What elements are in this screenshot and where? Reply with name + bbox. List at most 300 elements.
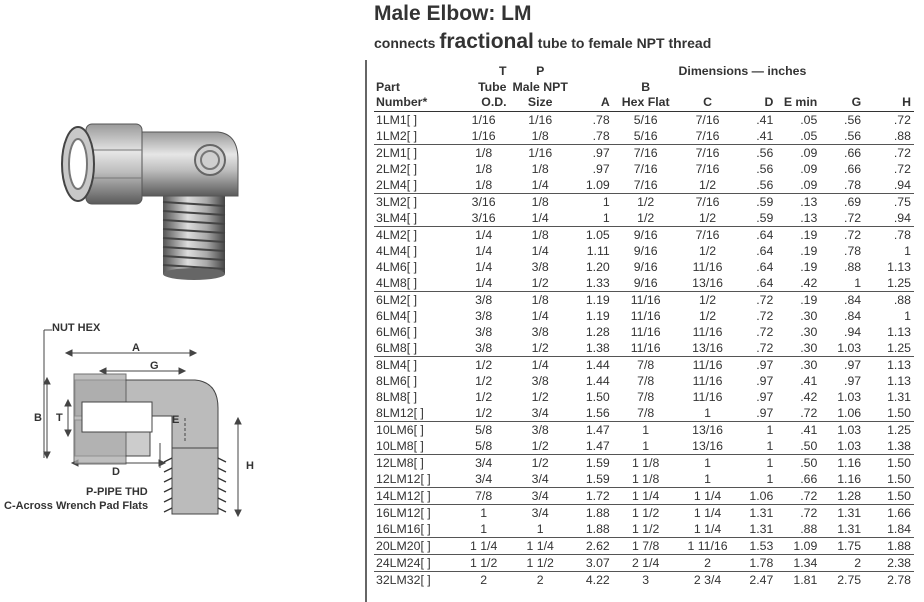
- cell-t: 3/8: [475, 324, 493, 339]
- cell-h: 1.31: [887, 389, 911, 404]
- cell-p: 3/8: [531, 373, 549, 388]
- cell-b: 7/8: [637, 405, 655, 420]
- cell-t: 1/2: [475, 405, 493, 420]
- cell-d: 1: [766, 471, 774, 486]
- cell-part: 3LM2[ ]: [374, 193, 458, 210]
- cell-part: 6LM4[ ]: [376, 308, 418, 323]
- page-subtitle: [374, 30, 711, 54]
- cell-t: 2: [458, 571, 510, 588]
- cell-c: 13/16: [692, 275, 723, 290]
- cell-t: 3/4: [458, 454, 510, 471]
- cell-h: 1.84: [887, 521, 911, 536]
- cell-a: .97: [571, 144, 613, 161]
- cell-e: .72: [776, 504, 820, 521]
- cell-e: .66: [800, 471, 818, 486]
- cell-part: 8LM6[ ]: [376, 373, 418, 388]
- cell-c: 11/16: [679, 356, 737, 373]
- cell-part: 10LM6[ ]: [374, 421, 458, 438]
- cell-g: 1.16: [837, 471, 862, 486]
- cell-h: .88: [893, 128, 911, 143]
- cell-d: 1: [736, 454, 776, 471]
- cell-g: 1.03: [837, 389, 862, 404]
- cell-p: 1/4: [531, 308, 549, 323]
- header-d: D: [736, 95, 776, 111]
- cell-a: 3.07: [571, 554, 613, 571]
- cell-d: .41: [756, 128, 774, 143]
- cell-a: 1.05: [571, 226, 613, 243]
- cell-c: 1: [704, 405, 711, 420]
- cell-c: 11/16: [692, 373, 723, 388]
- cell-b: 7/8: [613, 356, 679, 373]
- cell-a: 1.20: [585, 259, 610, 274]
- cell-d: 1: [766, 438, 774, 453]
- cell-h: 1.13: [864, 356, 914, 373]
- cell-part: 4LM2[ ]: [374, 226, 458, 243]
- cell-part: 12LM8[ ]: [374, 454, 458, 471]
- elbow-fitting-photo: [48, 110, 268, 300]
- cell-p: 3/4: [531, 471, 549, 486]
- cell-e: .19: [776, 291, 820, 308]
- cell-c: 7/16: [695, 112, 720, 127]
- subtitle-post: tube to female NPT thread: [533, 35, 712, 51]
- cell-h: 1.25: [887, 340, 911, 355]
- cell-b: 9/16: [633, 275, 658, 290]
- cell-e: .13: [776, 193, 820, 210]
- label-a: A: [132, 342, 140, 354]
- cell-g: .97: [844, 373, 862, 388]
- label-nut-hex: NUT HEX: [52, 322, 101, 334]
- cell-p: 1/4: [531, 177, 549, 192]
- cell-p: 1/8: [510, 226, 571, 243]
- cell-b: 7/16: [633, 161, 658, 176]
- cell-t: 1/2: [475, 373, 493, 388]
- cell-b: 1 1/4: [613, 487, 679, 504]
- cell-a: 1.44: [571, 356, 613, 373]
- cell-part: 2LM1[ ]: [374, 144, 458, 161]
- header-dimensions: Dimensions — inches: [678, 64, 807, 78]
- cell-h: 2.78: [864, 571, 914, 588]
- cell-c: 1 1/4: [693, 521, 722, 536]
- cell-e: .13: [800, 210, 818, 225]
- table-row: [374, 554, 914, 571]
- cell-c: 7/16: [695, 128, 720, 143]
- header-part: Part: [376, 79, 400, 94]
- cell-part: 6LM6[ ]: [376, 324, 418, 339]
- cell-g: .97: [820, 356, 864, 373]
- cell-t: 3/8: [475, 308, 493, 323]
- cell-g: .94: [844, 324, 862, 339]
- cell-b: 1 1/2: [613, 504, 679, 521]
- cell-b: 1 1/8: [632, 471, 660, 486]
- cell-c: 1: [704, 471, 711, 486]
- cell-p: 1/8: [510, 193, 571, 210]
- cell-d: 1.53: [736, 537, 776, 554]
- cell-part: 32LM32[ ]: [374, 571, 458, 588]
- cell-h: .94: [893, 177, 911, 192]
- label-g: G: [150, 360, 159, 372]
- cell-t: 3/4: [475, 471, 493, 486]
- label-c-across: C-Across Wrench Pad Flats: [4, 500, 149, 512]
- cell-g: 1.28: [820, 487, 864, 504]
- cell-g: 1.03: [837, 340, 862, 355]
- header-c: C: [679, 95, 737, 111]
- cell-c: 1 1/4: [679, 487, 737, 504]
- cell-g: .56: [844, 112, 862, 127]
- table-row: [374, 210, 914, 227]
- cell-a: 1.88: [585, 521, 610, 536]
- table-row: [374, 128, 914, 145]
- cell-c: 11/16: [692, 389, 723, 404]
- cell-g: 1.16: [820, 454, 864, 471]
- cell-h: 1: [904, 243, 911, 258]
- table-row: [374, 454, 914, 471]
- cell-a: 1.50: [585, 389, 610, 404]
- cell-a: 1.19: [585, 308, 610, 323]
- cell-t: 3/8: [475, 340, 493, 355]
- dimensions-table: [374, 64, 914, 588]
- cell-e: 1.81: [776, 571, 820, 588]
- cell-p: 1/2: [531, 438, 549, 453]
- label-t: T: [56, 412, 63, 424]
- cell-b: 1 7/8: [613, 537, 679, 554]
- cell-d: .72: [756, 324, 774, 339]
- cell-g: 1.31: [820, 504, 864, 521]
- table-row: [374, 471, 914, 488]
- cell-h: 1: [904, 308, 911, 323]
- cell-b: 9/16: [613, 226, 679, 243]
- cell-d: .56: [756, 177, 774, 192]
- cell-part: 8LM12[ ]: [376, 405, 424, 420]
- cell-h: 1.13: [887, 373, 911, 388]
- cell-h: .88: [864, 291, 914, 308]
- cell-p: 1/2: [531, 389, 549, 404]
- table-row: [374, 111, 914, 128]
- header-p: P: [536, 64, 545, 78]
- cell-t: 1/2: [475, 389, 493, 404]
- cell-p: 3/8: [510, 421, 571, 438]
- table-row: [374, 537, 914, 554]
- cell-t: 1: [458, 504, 510, 521]
- cell-g: .88: [844, 259, 862, 274]
- cell-part: 4LM8[ ]: [376, 275, 418, 290]
- cell-b: 11/16: [613, 291, 679, 308]
- cell-g: 1: [854, 275, 862, 290]
- cell-part: 16LM12[ ]: [374, 504, 458, 521]
- cell-a: 4.22: [571, 571, 613, 588]
- cell-e: .72: [776, 487, 820, 504]
- cell-part: 1LM1[ ]: [376, 112, 418, 127]
- cell-b: 7/8: [637, 389, 655, 404]
- cell-e: .30: [776, 356, 820, 373]
- cell-part: 12LM12[ ]: [376, 471, 431, 486]
- cell-t: 3/8: [458, 291, 510, 308]
- cell-p: 2: [510, 571, 571, 588]
- cell-e: 1.09: [776, 537, 820, 554]
- cell-e: .41: [776, 421, 820, 438]
- table-row: [374, 438, 914, 455]
- cell-e: .19: [800, 259, 818, 274]
- cell-e: .19: [800, 243, 818, 258]
- cell-p: 3/8: [531, 259, 549, 274]
- cell-g: .84: [820, 291, 864, 308]
- cell-part: 1LM2[ ]: [376, 128, 418, 143]
- cell-a: 1.47: [585, 438, 610, 453]
- cell-d: .64: [756, 243, 774, 258]
- cell-d: .97: [756, 405, 774, 420]
- cell-c: 1/2: [698, 210, 717, 225]
- cell-part: 4LM6[ ]: [376, 259, 418, 274]
- cell-h: 1.25: [887, 275, 911, 290]
- cell-part: 6LM2[ ]: [374, 291, 458, 308]
- cell-g: .69: [820, 193, 864, 210]
- cell-c: 1/2: [698, 243, 717, 258]
- table-row: [374, 275, 914, 292]
- header-h: H: [864, 95, 914, 111]
- cell-t: 5/8: [475, 438, 493, 453]
- cell-d: .41: [756, 112, 774, 127]
- table-row: [374, 389, 914, 405]
- cell-h: .94: [893, 210, 911, 225]
- cell-part: 20LM20[ ]: [374, 537, 458, 554]
- table-row: [374, 571, 914, 588]
- cell-g: .72: [820, 226, 864, 243]
- cell-g: .56: [844, 128, 862, 143]
- header-male-npt: Male NPT: [512, 79, 568, 94]
- label-e: E: [172, 414, 180, 426]
- cell-h: 1.25: [864, 421, 914, 438]
- header-emin: E min: [776, 95, 820, 111]
- cell-a: 1.33: [585, 275, 610, 290]
- cell-t: 3/16: [471, 210, 496, 225]
- cell-g: 2.75: [820, 571, 864, 588]
- cell-h: .78: [864, 226, 914, 243]
- table-row: [374, 373, 914, 389]
- table-row: [374, 259, 914, 275]
- cell-h: 1.50: [864, 454, 914, 471]
- header-size: Size: [510, 95, 571, 111]
- table-row: [374, 487, 914, 504]
- cell-b: 7/16: [633, 177, 658, 192]
- cell-d: 2.47: [736, 571, 776, 588]
- cell-p: 3/4: [531, 405, 549, 420]
- cell-p: 1/8: [531, 161, 549, 176]
- cell-b: 9/16: [633, 259, 658, 274]
- cell-c: 2: [679, 554, 737, 571]
- cell-b: 9/16: [633, 243, 658, 258]
- table-row: [374, 340, 914, 357]
- header-t: T: [499, 64, 507, 78]
- cell-a: .78: [592, 128, 610, 143]
- cell-t: 1: [480, 521, 488, 536]
- table-row: [374, 356, 914, 373]
- cell-b: 1: [642, 438, 650, 453]
- cell-p: 1/4: [531, 210, 549, 225]
- cell-e: .72: [800, 405, 818, 420]
- cell-b: 11/16: [630, 308, 661, 323]
- cell-p: 1/2: [510, 454, 571, 471]
- cell-p: 1/8: [510, 291, 571, 308]
- cell-b: 1 1/8: [613, 454, 679, 471]
- cell-c: 1 1/4: [679, 504, 737, 521]
- cell-d: .97: [756, 373, 774, 388]
- cell-p: 1/4: [510, 356, 571, 373]
- cell-t: 1/8: [475, 177, 493, 192]
- cell-c: 13/16: [692, 438, 723, 453]
- cell-e: .42: [800, 275, 818, 290]
- cell-d: 1.31: [736, 504, 776, 521]
- cell-part: 2LM2[ ]: [376, 161, 418, 176]
- cell-part: 2LM4[ ]: [376, 177, 418, 192]
- cell-c: 11/16: [692, 324, 723, 339]
- cell-p: 1/8: [531, 128, 549, 143]
- cell-e: .09: [800, 161, 818, 176]
- cell-p: 1/16: [528, 112, 553, 127]
- cell-a: 1: [602, 210, 610, 225]
- cell-a: .97: [592, 161, 610, 176]
- cell-t: 1/4: [475, 259, 493, 274]
- table-row: [374, 193, 914, 210]
- cell-t: 5/8: [458, 421, 510, 438]
- cell-d: .72: [756, 340, 774, 355]
- cell-g: 2: [820, 554, 864, 571]
- cell-a: 1.59: [585, 471, 610, 486]
- cell-p: 1: [536, 521, 544, 536]
- cell-p: 1/2: [531, 275, 549, 290]
- cell-g: 1.31: [837, 521, 862, 536]
- cell-t: 1/4: [458, 226, 510, 243]
- cell-a: 1.19: [571, 291, 613, 308]
- cell-e: .19: [776, 226, 820, 243]
- cell-a: 1.44: [585, 373, 610, 388]
- cell-b: 1/2: [613, 193, 679, 210]
- cell-d: .59: [736, 193, 776, 210]
- table-row: [374, 324, 914, 340]
- cell-h: 1.88: [864, 537, 914, 554]
- table-row: [374, 243, 914, 259]
- cell-p: 1 1/4: [510, 537, 571, 554]
- cell-e: 1.34: [776, 554, 820, 571]
- cell-t: 1 1/4: [458, 537, 510, 554]
- cell-part: 4LM4[ ]: [376, 243, 418, 258]
- cell-c: 1 11/16: [679, 537, 737, 554]
- table-row: [374, 308, 914, 324]
- cell-h: 2.38: [864, 554, 914, 571]
- cell-e: .09: [776, 144, 820, 161]
- cell-c: 2 3/4: [679, 571, 737, 588]
- header-a: A: [571, 95, 613, 111]
- cell-d: .56: [736, 144, 776, 161]
- table-row: [374, 177, 914, 194]
- cell-e: .05: [800, 112, 818, 127]
- cell-d: .56: [756, 161, 774, 176]
- cell-part: 8LM4[ ]: [374, 356, 458, 373]
- cell-d: .64: [756, 259, 774, 274]
- cell-a: 1.09: [585, 177, 610, 192]
- cell-b: 7/16: [613, 144, 679, 161]
- cell-a: 1.59: [571, 454, 613, 471]
- cell-c: 13/16: [692, 340, 723, 355]
- cell-g: 1.75: [820, 537, 864, 554]
- cell-part: 8LM8[ ]: [376, 389, 418, 404]
- cell-b: 2 1/4: [613, 554, 679, 571]
- cell-b: 11/16: [630, 324, 661, 339]
- cell-g: 1.03: [837, 438, 862, 453]
- cell-t: 1/4: [475, 275, 493, 290]
- cell-h: 1.50: [887, 405, 911, 420]
- cell-h: .75: [864, 193, 914, 210]
- cell-g: .66: [820, 144, 864, 161]
- header-od: O.D.: [458, 95, 510, 111]
- cell-c: 1/2: [698, 308, 717, 323]
- cell-e: .30: [800, 340, 818, 355]
- table-row: [374, 144, 914, 161]
- cell-d: .97: [756, 389, 774, 404]
- header-b: B: [641, 79, 651, 94]
- cell-c: 11/16: [692, 259, 723, 274]
- cell-a: 1.72: [571, 487, 613, 504]
- cell-g: 1.03: [820, 421, 864, 438]
- cell-p: 3/4: [510, 504, 571, 521]
- label-p-pipe-thd: P-PIPE THD: [86, 486, 148, 498]
- cell-c: 7/16: [679, 226, 737, 243]
- cell-g: .78: [844, 243, 862, 258]
- cell-c: 1/2: [679, 291, 737, 308]
- cell-t: 1/8: [458, 144, 510, 161]
- dimension-drawing: [0, 318, 290, 518]
- cell-p: 1/2: [531, 340, 549, 355]
- header-empty: [374, 64, 458, 80]
- cell-p: 3/8: [531, 324, 549, 339]
- table-body: [374, 111, 914, 588]
- cell-e: .09: [800, 177, 818, 192]
- label-b: B: [34, 412, 42, 424]
- cell-h: 1.38: [887, 438, 911, 453]
- cell-h: 1.66: [864, 504, 914, 521]
- page-title: Male Elbow: LM: [374, 2, 532, 25]
- cell-e: .30: [800, 308, 818, 323]
- cell-p: 1/16: [510, 144, 571, 161]
- cell-e: .30: [800, 324, 818, 339]
- table-row: [374, 504, 914, 521]
- cell-c: 1/2: [698, 177, 717, 192]
- label-d: D: [112, 466, 120, 478]
- cell-part: 16LM16[ ]: [376, 521, 431, 536]
- cell-part: 14LM12[ ]: [374, 487, 458, 504]
- cell-b: 3: [613, 571, 679, 588]
- cell-b: 7/8: [637, 373, 655, 388]
- cell-t: 1/8: [475, 161, 493, 176]
- cell-d: .59: [756, 210, 774, 225]
- header-g: G: [820, 95, 864, 111]
- cell-c: 7/16: [695, 161, 720, 176]
- cell-g: .66: [844, 161, 862, 176]
- cell-e: .50: [800, 438, 818, 453]
- cell-g: .84: [844, 308, 862, 323]
- cell-b: 11/16: [630, 340, 661, 355]
- header-number: Number*: [374, 95, 458, 111]
- cell-b: 1: [613, 421, 679, 438]
- cell-a: 1: [571, 193, 613, 210]
- cell-a: 1.28: [585, 324, 610, 339]
- table-row: [374, 405, 914, 422]
- cell-b: 5/16: [633, 112, 658, 127]
- cell-d: .72: [756, 308, 774, 323]
- cell-h: .72: [864, 144, 914, 161]
- cell-t: 1/4: [475, 243, 493, 258]
- table-row: [374, 226, 914, 243]
- cell-h: 1.13: [887, 259, 911, 274]
- cell-h: .72: [893, 161, 911, 176]
